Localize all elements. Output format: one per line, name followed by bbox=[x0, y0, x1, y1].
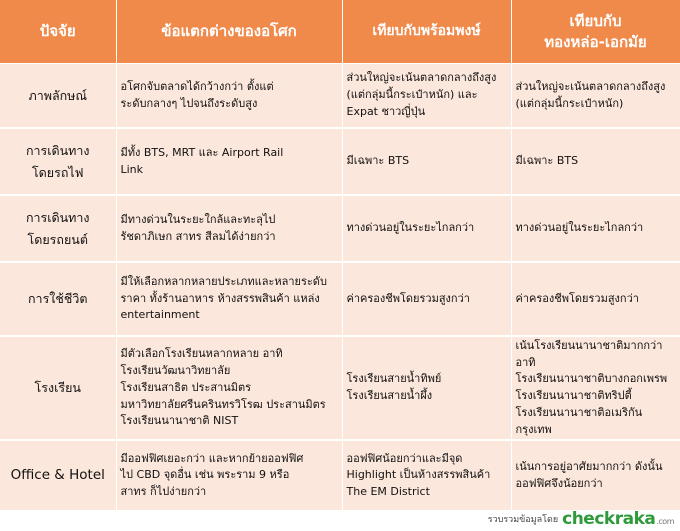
cell-line: มีทั้ง BTS, MRT และ Airport Rail bbox=[120, 145, 284, 159]
cell-line: มีทางด่วนในระยะใกล้และทะลุไป bbox=[120, 212, 276, 226]
phromphong-cell bbox=[342, 64, 511, 129]
factor-cell bbox=[0, 128, 116, 195]
factor-cell bbox=[0, 262, 116, 336]
cell-line: โรงเรียน bbox=[34, 380, 81, 396]
thonglor-cell bbox=[511, 262, 680, 336]
cell-line: การใช้ชีวิต bbox=[27, 291, 88, 307]
header-thonglor: เทียบกับ ทองหล่อ-เอกมัย bbox=[511, 0, 680, 64]
checkraka-logo: checkraka.com bbox=[562, 509, 674, 529]
header-asoke: ข้อแตกต่างของอโศก bbox=[116, 0, 342, 64]
cell-line: อาทิ bbox=[515, 355, 536, 369]
cell-line: The EM District bbox=[346, 485, 430, 499]
header-row bbox=[0, 0, 680, 64]
thonglor-cell bbox=[511, 336, 680, 440]
cell-line: โรงเรียนนานาชาติอเมริกัน bbox=[515, 405, 643, 419]
cell-line: โรงเรียนสาธิต ประสานมิตร bbox=[120, 380, 252, 394]
cell-line: มีออฟฟิศเยอะกว่า และหากย้ายออฟฟิศ bbox=[120, 451, 304, 465]
cell-line: โรงเรียนนานาชาติบางกอกเพรพ bbox=[515, 372, 668, 386]
phromphong-cell bbox=[342, 336, 511, 440]
cell-line: สาทร ก็ไปง่ายกว่า bbox=[120, 485, 207, 499]
table-row bbox=[0, 128, 680, 195]
table-row bbox=[0, 195, 680, 262]
thonglor-cell bbox=[511, 195, 680, 262]
table-row bbox=[0, 262, 680, 336]
phromphong-cell bbox=[342, 262, 511, 336]
thonglor-cell bbox=[511, 128, 680, 195]
cell-line: Link bbox=[120, 162, 144, 176]
cell-line: โรงเรียนวัฒนาวิทยาลัย bbox=[120, 364, 231, 378]
cell-line: (แต่กลุ่มนี้กระเป๋าหนัก) และ bbox=[346, 88, 478, 102]
asoke-cell bbox=[116, 262, 342, 336]
cell-line: มีให้เลือกหลากหลายประเภทและหลายระดับ bbox=[120, 274, 327, 288]
table-row bbox=[0, 64, 680, 129]
table-row bbox=[0, 336, 680, 440]
cell-line: ราคา ทั้งร้านอาหาร ห้างสรรพสินค้า แหล่ง bbox=[120, 291, 320, 305]
cell-line: โรงเรียนนานาชาติ NIST bbox=[120, 414, 239, 428]
cell-line: ค่าครองชีพโดยรวมสูงกว่า bbox=[515, 291, 639, 305]
cell-line: ทางด่วนอยู่ในระยะไกลกว่า bbox=[515, 221, 644, 235]
credit-text: รวบรวมข้อมูลโดย bbox=[487, 515, 559, 525]
cell-line: โรงเรียนนานาชาติทริปตี้ bbox=[515, 389, 632, 403]
cell-line: ไป CBD จุดอื่น เช่น พระราม 9 หรือ bbox=[120, 468, 290, 482]
factor-cell bbox=[0, 195, 116, 262]
factor-cell bbox=[0, 64, 116, 129]
cell-line: มีเฉพาะ BTS bbox=[515, 154, 579, 168]
header-factor: ปัจจัย bbox=[0, 0, 116, 64]
cell-line: ระดับกลางๆ ไปจนถึงระดับสูง bbox=[120, 96, 258, 110]
cell-line: ออฟฟิศน้อยกว่าและมีจุด bbox=[346, 451, 463, 465]
factor-cell bbox=[0, 440, 116, 511]
cell-line: มหาวิทยาลัยศรีนครินทรวิโรฒ ประสานมิตร bbox=[120, 397, 326, 411]
cell-line: อโศกจับตลาดได้กว้างกว่า ตั้งแต่ bbox=[120, 79, 274, 93]
cell-line: entertainment bbox=[120, 308, 200, 322]
phromphong-cell bbox=[342, 440, 511, 511]
cell-line: ภาพลักษณ์ bbox=[28, 87, 88, 103]
cell-line: รัชดาภิเษก สาทร สีลมได้ง่ายกว่า bbox=[120, 229, 276, 243]
phromphong-cell bbox=[342, 195, 511, 262]
cell-line: Highlight เป็นห้างสรรพสินค้า bbox=[346, 468, 491, 482]
table-row bbox=[0, 440, 680, 511]
cell-line: ค่าครองชีพโดยรวมสูงกว่า bbox=[346, 291, 470, 305]
cell-line: ทางด่วนอยู่ในระยะไกลกว่า bbox=[346, 221, 475, 235]
source-credit bbox=[488, 509, 674, 529]
cell-line: Expat ชาวญี่ปุ่น bbox=[346, 104, 426, 118]
asoke-cell bbox=[116, 64, 342, 129]
cell-line: โดยรถยนต์ bbox=[27, 231, 88, 247]
cell-line: ออฟฟิศจึงน้อยกว่า bbox=[515, 476, 603, 490]
header-phromphong: เทียบกับพร้อมพงษ์ bbox=[342, 0, 511, 64]
cell-line: เน้นการอยู่อาศัยมากกว่า ดังนั้น bbox=[515, 460, 663, 474]
cell-line: มีตัวเลือกโรงเรียนหลากหลาย อาทิ bbox=[120, 347, 283, 361]
phromphong-cell bbox=[342, 128, 511, 195]
cell-line: โรงเรียนสายน้ำผึ้ง bbox=[346, 389, 433, 403]
thonglor-cell bbox=[511, 64, 680, 129]
cell-line: กรุงเทพ bbox=[515, 422, 552, 436]
asoke-cell bbox=[116, 336, 342, 440]
cell-line: Office & Hotel bbox=[10, 467, 105, 483]
factor-cell bbox=[0, 336, 116, 440]
cell-line: ส่วนใหญ่จะเน้นตลาดกลางถึงสูง bbox=[346, 71, 497, 85]
cell-line: การเดินทาง bbox=[25, 142, 90, 158]
cell-line: ส่วนใหญ่จะเน้นตลาดกลางถึงสูง bbox=[515, 79, 666, 93]
cell-line: เน้นโรงเรียนนานาชาติมากกว่า bbox=[515, 339, 663, 352]
cell-line: โดยรถไฟ bbox=[31, 164, 84, 180]
asoke-cell bbox=[116, 128, 342, 195]
cell-line: (แต่กลุ่มนี้กระเป๋าหนัก) bbox=[515, 96, 624, 110]
cell-line: การเดินทาง bbox=[25, 209, 90, 225]
cell-line: มีเฉพาะ BTS bbox=[346, 154, 410, 168]
asoke-cell bbox=[116, 195, 342, 262]
thonglor-cell bbox=[511, 440, 680, 511]
cell-line: โรงเรียนสายน้ำทิพย์ bbox=[346, 372, 442, 386]
asoke-cell bbox=[116, 440, 342, 511]
